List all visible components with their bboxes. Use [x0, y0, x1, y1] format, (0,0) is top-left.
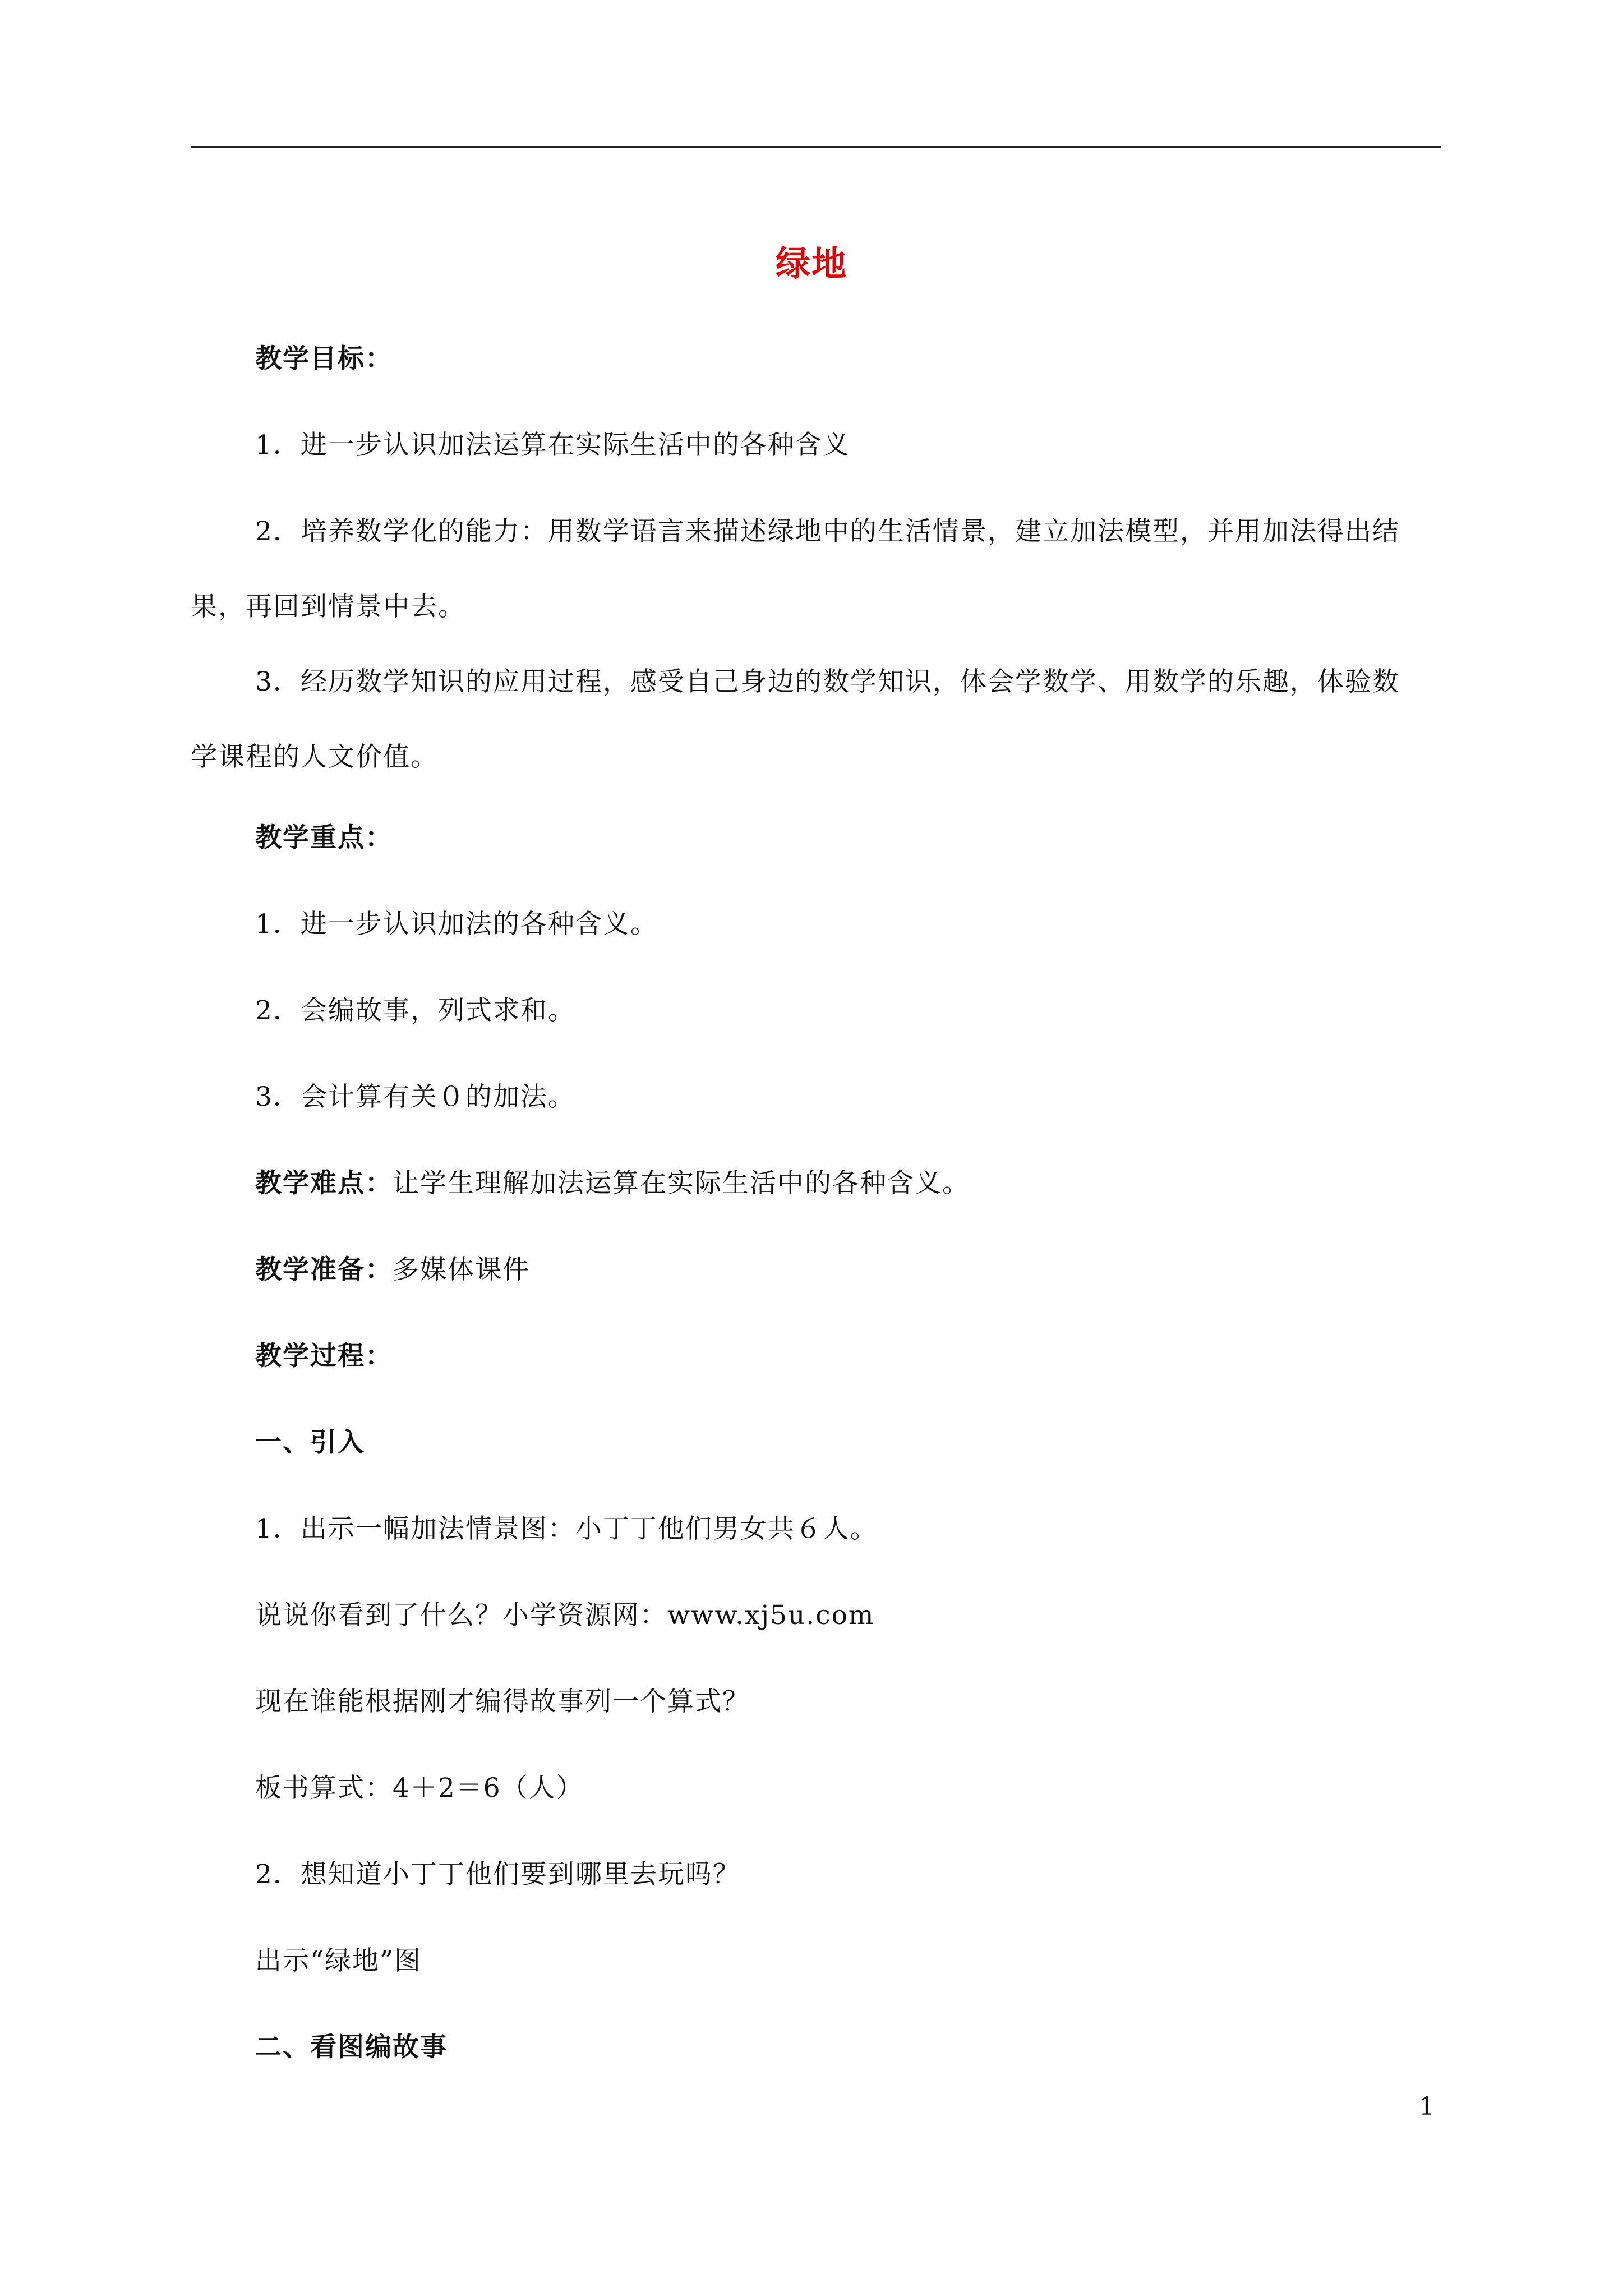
intro-equation: 板书算式：4＋2＝6（人）	[255, 1773, 584, 1803]
prep-label: 教学准备：	[255, 1254, 393, 1285]
page-number: 1	[1419, 2092, 1435, 2121]
goal-item-3-line2: 学课程的人文价值。	[191, 742, 438, 772]
intro-item-1: 1．出示一幅加法情景图：小丁丁他们男女共６人。	[255, 1513, 878, 1544]
goal-item-1: 1．进一步认识加法运算在实际生活中的各种含义	[255, 430, 850, 461]
header-rule	[191, 146, 1441, 148]
difficulty-label: 教学难点：	[255, 1168, 393, 1199]
goal-heading: 教学目标：	[255, 343, 393, 374]
page-title: 绿地	[775, 243, 847, 284]
goal-item-3-line1: 3．经历数学知识的应用过程，感受自己身边的数学知识，体会学数学、用数学的乐趣，体验数	[255, 666, 1400, 697]
intro-question-1: 说说你看到了什么？小学资源网：www.xj5u.com	[255, 1600, 875, 1631]
difficulty-line	[255, 1167, 1438, 1200]
key-item-3: 3．会计算有关０的加法。	[255, 1082, 575, 1112]
section-story-heading: 二、看图编故事	[255, 2032, 448, 2063]
key-heading: 教学重点：	[255, 822, 393, 853]
intro-item-2: 2．想知道小丁丁他们要到哪里去玩吗？	[255, 1859, 740, 1890]
goal-item-2-line1: 2．培养数学化的能力：用数学语言来描述绿地中的生活情景，建立加法模型，并用加法得出结	[255, 516, 1400, 547]
difficulty-text: 让学生理解加法运算在实际生活中的各种含义。	[393, 1168, 970, 1199]
intro-question-2: 现在谁能根据刚才编得故事列一个算式？	[255, 1686, 750, 1717]
goal-item-2-line2: 果，再回到情景中去。	[191, 591, 465, 622]
section-intro-heading: 一、引入	[255, 1427, 365, 1458]
prep-line	[255, 1253, 1438, 1287]
key-item-2: 2．会编故事，列式求和。	[255, 995, 575, 1026]
intro-show-picture: 出示“绿地”图	[255, 1945, 422, 1976]
prep-text: 多媒体课件	[393, 1254, 530, 1285]
process-heading: 教学过程：	[255, 1341, 393, 1372]
key-item-1: 1．进一步认识加法的各种含义。	[255, 909, 658, 940]
